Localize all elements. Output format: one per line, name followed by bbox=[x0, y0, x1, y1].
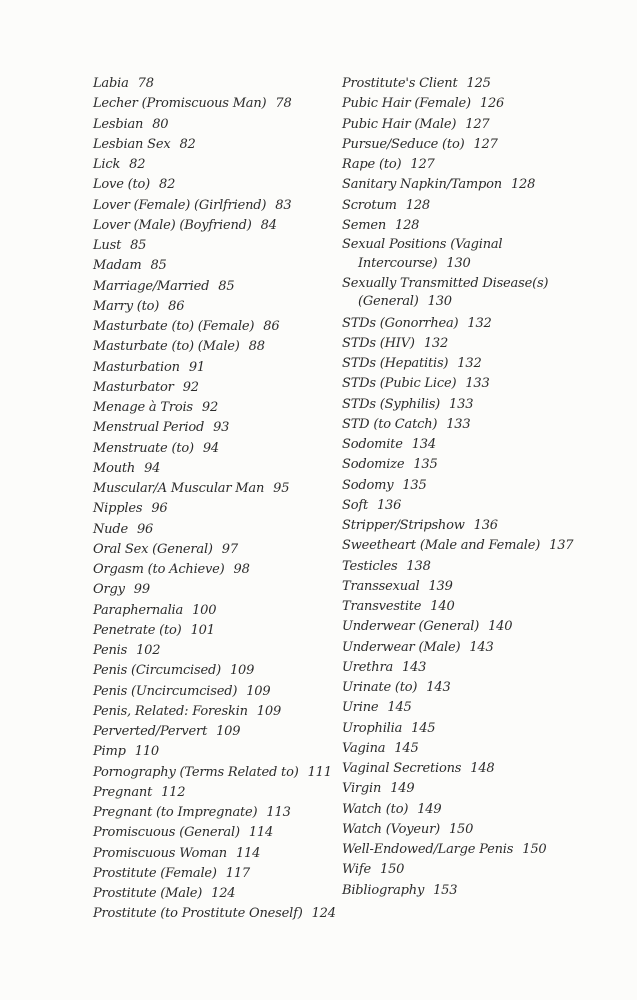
page-number: 127 bbox=[410, 157, 435, 172]
page-number: 132 bbox=[467, 315, 492, 331]
index-entry bbox=[93, 155, 333, 175]
index-term: Penis (Circumcised) bbox=[93, 663, 221, 679]
page-number: 136 bbox=[473, 518, 498, 533]
page-number: 145 bbox=[411, 720, 436, 736]
page-number: 133 bbox=[449, 396, 474, 412]
page-number: 114 bbox=[235, 845, 261, 861]
index-term-cont: (General) bbox=[358, 294, 419, 310]
page-number: 95 bbox=[273, 481, 290, 496]
page-number: 140 bbox=[488, 619, 513, 635]
index-column-left bbox=[93, 74, 336, 925]
index-term: Nipples bbox=[93, 501, 143, 517]
page-number: 135 bbox=[402, 477, 427, 493]
page-number: 124 bbox=[311, 906, 336, 922]
index-term: Urinate (to) bbox=[342, 680, 418, 695]
page-number: 128 bbox=[510, 177, 536, 193]
index-entry bbox=[342, 216, 612, 236]
page-number: 111 bbox=[307, 764, 332, 780]
index-term: Menage à Trois bbox=[93, 400, 193, 415]
index-entry bbox=[342, 354, 612, 374]
page-number: 148 bbox=[470, 761, 495, 776]
index-entry bbox=[93, 803, 333, 823]
page-number: 109 bbox=[256, 703, 282, 719]
page-number: 86 bbox=[263, 319, 280, 334]
index-term: Lover (Female) (Girlfriend) bbox=[93, 197, 267, 213]
index-entry bbox=[93, 256, 333, 276]
index-term: Pursue/Seduce (to) bbox=[342, 136, 465, 152]
page-number: 133 bbox=[465, 376, 490, 392]
index-entry bbox=[93, 74, 333, 94]
page-number: 82 bbox=[179, 136, 196, 152]
page-number: 96 bbox=[136, 521, 154, 537]
index-entry bbox=[93, 783, 333, 803]
index-entry bbox=[342, 840, 612, 860]
index-term: Semen bbox=[342, 217, 386, 233]
index-entry bbox=[342, 435, 612, 455]
page-number: 109 bbox=[246, 683, 271, 699]
page-number: 153 bbox=[433, 882, 458, 898]
page-number: 134 bbox=[411, 437, 436, 452]
index-entry bbox=[93, 682, 333, 702]
index-term: Virgin bbox=[342, 781, 382, 797]
index-entry bbox=[342, 374, 612, 394]
index-entry bbox=[342, 577, 612, 597]
page-number: 125 bbox=[466, 76, 491, 91]
index-term: Sodomy bbox=[342, 477, 394, 493]
index-term: Testicles bbox=[342, 558, 398, 574]
page-number: 83 bbox=[275, 197, 292, 213]
page-number: 145 bbox=[387, 700, 412, 716]
index-term: Paraphernalia bbox=[93, 602, 184, 618]
index-entry bbox=[342, 334, 612, 354]
index-entry bbox=[342, 860, 612, 880]
index-entry bbox=[93, 540, 333, 560]
page-number: 91 bbox=[188, 359, 205, 375]
page-number: 82 bbox=[129, 157, 146, 172]
index-term: Sweetheart (Male and Female) bbox=[342, 538, 541, 554]
page-number: 149 bbox=[417, 801, 442, 817]
index-term: Bibliography bbox=[342, 882, 425, 898]
page-number: 100 bbox=[192, 602, 217, 618]
index-term: Orgy bbox=[93, 582, 125, 598]
page-number: 78 bbox=[137, 76, 154, 91]
index-term: STDs (Syphilis) bbox=[342, 396, 441, 412]
page-number: 94 bbox=[202, 440, 220, 456]
index-term: Promiscuous Woman bbox=[93, 845, 227, 861]
index-entry bbox=[342, 94, 612, 114]
index-entry bbox=[342, 155, 612, 175]
index-term: Soft bbox=[342, 497, 368, 513]
index-term: Perverted/Pervert bbox=[93, 724, 208, 739]
index-entry bbox=[342, 395, 612, 415]
index-entry bbox=[93, 580, 333, 600]
index-entry bbox=[93, 175, 333, 195]
index-entry bbox=[93, 439, 333, 459]
index-term: STDs (Gonorrhea) bbox=[342, 315, 459, 331]
page-number: 85 bbox=[150, 258, 167, 274]
page-number: 137 bbox=[549, 538, 574, 554]
index-term-cont: Intercourse) bbox=[358, 255, 438, 271]
index-term: Urine bbox=[342, 700, 379, 716]
index-entry bbox=[93, 459, 333, 479]
page-number: 117 bbox=[225, 865, 250, 881]
page-number: 143 bbox=[426, 680, 451, 695]
index-entry bbox=[93, 196, 333, 216]
page-number: 145 bbox=[394, 740, 419, 756]
index-term: Pimp bbox=[93, 744, 126, 760]
index-term: Pregnant (to Impregnate) bbox=[93, 805, 258, 820]
index-entry bbox=[342, 496, 612, 516]
index-term: Masturbate (to) (Female) bbox=[93, 319, 255, 334]
index-entry bbox=[93, 722, 333, 742]
page-number: 124 bbox=[211, 886, 236, 901]
index-term: Wife bbox=[342, 862, 371, 878]
index-entry bbox=[93, 499, 333, 519]
index-term: Menstrual Period bbox=[93, 420, 205, 436]
index-term: Lecher (Promiscuous Man) bbox=[93, 96, 267, 112]
page-number: 113 bbox=[266, 805, 291, 820]
index-entry bbox=[342, 617, 612, 637]
index-entry bbox=[93, 358, 333, 378]
page-number: 140 bbox=[430, 599, 455, 614]
page-number: 150 bbox=[448, 821, 474, 837]
index-entry bbox=[342, 638, 612, 658]
page-number: 138 bbox=[406, 558, 431, 574]
index-entry bbox=[342, 779, 612, 799]
index-term: Vaginal Secretions bbox=[342, 761, 462, 776]
index-term: Transsexual bbox=[342, 578, 420, 594]
index-term: Well-Endowed/Large Penis bbox=[342, 842, 514, 857]
index-term: Scrotum bbox=[342, 197, 397, 213]
index-entry bbox=[342, 881, 612, 901]
index-entry bbox=[342, 415, 612, 435]
index-entry bbox=[342, 275, 612, 312]
index-column-right bbox=[342, 74, 612, 901]
index-term: Marry (to) bbox=[93, 298, 160, 314]
index-term: Sexually Transmitted Disease(s) bbox=[342, 275, 549, 291]
index-entry bbox=[342, 196, 612, 216]
index-entry bbox=[93, 823, 333, 843]
index-entry bbox=[342, 820, 612, 840]
page-number: 112 bbox=[161, 784, 186, 800]
index-entry bbox=[93, 135, 333, 155]
index-entry bbox=[342, 236, 612, 273]
index-term: Nude bbox=[93, 521, 128, 537]
page-number: 127 bbox=[465, 116, 490, 132]
index-entry bbox=[342, 719, 612, 739]
page-number: 96 bbox=[151, 501, 168, 517]
page-number: 85 bbox=[218, 278, 235, 294]
index-entry bbox=[93, 621, 333, 641]
index-term: Sodomite bbox=[342, 437, 403, 452]
index-entry bbox=[93, 378, 333, 398]
index-entry bbox=[93, 479, 333, 499]
page-number: 130 bbox=[446, 255, 471, 271]
page-number: 135 bbox=[413, 457, 438, 473]
index-entry bbox=[93, 520, 333, 540]
page-number: 85 bbox=[130, 238, 147, 253]
page-number: 86 bbox=[168, 298, 185, 314]
index-entry bbox=[342, 698, 612, 718]
index-entry bbox=[342, 516, 612, 536]
index-term: Penis (Uncircumcised) bbox=[93, 683, 238, 699]
page-number: 102 bbox=[136, 643, 161, 658]
index-term: Mouth bbox=[93, 460, 136, 476]
page-number: 149 bbox=[390, 781, 415, 797]
index-term: Vagina bbox=[342, 740, 386, 756]
index-entry bbox=[342, 74, 612, 94]
page-number: 143 bbox=[402, 659, 427, 675]
index-entry bbox=[342, 557, 612, 577]
index-term: Oral Sex (General) bbox=[93, 541, 213, 557]
index-entry bbox=[342, 739, 612, 759]
index-term: Pornography (Terms Related to) bbox=[93, 764, 299, 780]
page-number: 150 bbox=[380, 862, 405, 878]
index-term: Penetrate (to) bbox=[93, 622, 182, 638]
index-entry bbox=[93, 601, 333, 621]
index-term: Sexual Positions (Vaginal bbox=[342, 237, 503, 252]
index-entry bbox=[93, 844, 333, 864]
page-number: 128 bbox=[395, 217, 420, 233]
page-number: 132 bbox=[423, 335, 449, 351]
page-number: 94 bbox=[144, 460, 161, 476]
index-entry bbox=[342, 597, 612, 617]
page-number: 143 bbox=[469, 639, 494, 655]
index-entry bbox=[342, 115, 612, 135]
page-number: 99 bbox=[133, 582, 150, 598]
page-number: 139 bbox=[428, 578, 453, 594]
page-number: 130 bbox=[427, 294, 452, 310]
index-entry bbox=[93, 661, 333, 681]
page-number: 78 bbox=[275, 96, 292, 112]
page-number: 92 bbox=[201, 400, 219, 415]
page-number: 136 bbox=[376, 497, 402, 513]
index-entry bbox=[93, 864, 333, 884]
index-entry bbox=[93, 641, 333, 661]
page-number: 101 bbox=[190, 622, 215, 638]
index-entry bbox=[93, 418, 333, 438]
page-number: 84 bbox=[260, 217, 277, 233]
index-term: Madam bbox=[93, 258, 142, 274]
page-number: 109 bbox=[229, 663, 255, 679]
index-entry bbox=[342, 314, 612, 334]
index-entry bbox=[342, 476, 612, 496]
index-term: Urethra bbox=[342, 659, 394, 675]
index-entry bbox=[93, 742, 333, 762]
page-number: 88 bbox=[248, 339, 265, 355]
index-term: Watch (to) bbox=[342, 801, 409, 817]
page-number: 114 bbox=[248, 825, 274, 841]
index-entry bbox=[342, 759, 612, 779]
index-term: Orgasm (to Achieve) bbox=[93, 562, 225, 577]
index-term: Labia bbox=[93, 76, 129, 91]
index-entry bbox=[93, 560, 333, 580]
index-entry bbox=[93, 884, 333, 904]
index-term: Penis bbox=[93, 643, 128, 658]
index-term: STDs (Hepatitis) bbox=[342, 356, 449, 371]
index-entry bbox=[93, 115, 333, 135]
index-term: Prostitute (Female) bbox=[93, 865, 217, 881]
index-term: Menstruate (to) bbox=[93, 440, 194, 456]
index-term: Underwear (Male) bbox=[342, 639, 461, 655]
index-entry bbox=[93, 317, 333, 337]
index-term: Watch (Voyeur) bbox=[342, 821, 440, 837]
index-term: Lover (Male) (Boyfriend) bbox=[93, 217, 252, 233]
index-entry bbox=[93, 94, 333, 114]
index-term: Masturbate (to) (Male) bbox=[93, 339, 240, 355]
index-term: Sanitary Napkin/Tampon bbox=[342, 177, 502, 193]
index-entry bbox=[93, 277, 333, 297]
index-term: Love (to) bbox=[93, 177, 151, 193]
index-term: Lesbian Sex bbox=[93, 136, 171, 152]
index-term: Underwear (General) bbox=[342, 619, 480, 635]
index-term: Urophilia bbox=[342, 720, 403, 736]
page-number: 98 bbox=[233, 562, 250, 577]
index-entry bbox=[342, 455, 612, 475]
index-term: Masturbator bbox=[93, 379, 174, 395]
index-entry bbox=[93, 763, 333, 783]
index-term-continued bbox=[342, 255, 612, 274]
index-entry bbox=[342, 658, 612, 678]
index-term: Promiscuous (General) bbox=[93, 825, 240, 841]
page-number: 132 bbox=[457, 356, 482, 371]
index-term: Prostitute (to Prostitute Oneself) bbox=[93, 906, 303, 922]
index-entry bbox=[93, 337, 333, 357]
index-entry bbox=[93, 236, 333, 256]
index-entry bbox=[93, 216, 333, 236]
index-term: Prostitute's Client bbox=[342, 76, 458, 91]
page-number: 128 bbox=[405, 197, 430, 213]
index-entry bbox=[342, 536, 612, 556]
index-entry bbox=[342, 175, 612, 195]
index-term: STDs (Pubic Lice) bbox=[342, 376, 457, 392]
page-number: 97 bbox=[221, 541, 238, 557]
index-term: Stripper/Stripshow bbox=[342, 518, 465, 533]
index-term: Lust bbox=[93, 238, 122, 253]
index-term: Masturbation bbox=[93, 359, 180, 375]
index-entry bbox=[342, 678, 612, 698]
index-term: Pregnant bbox=[93, 784, 153, 800]
index-entry bbox=[342, 135, 612, 155]
index-term: Lesbian bbox=[93, 116, 144, 132]
page-number: 82 bbox=[159, 177, 176, 193]
page-number: 127 bbox=[473, 136, 498, 152]
index-term: Sodomize bbox=[342, 457, 405, 473]
index-term: STD (to Catch) bbox=[342, 416, 438, 432]
page-number: 92 bbox=[182, 379, 199, 395]
index-term: Prostitute (Male) bbox=[93, 886, 203, 901]
page-number: 110 bbox=[134, 744, 159, 760]
index-term: Marriage/Married bbox=[93, 278, 210, 294]
index-term: Rape (to) bbox=[342, 157, 402, 172]
page-number: 80 bbox=[152, 116, 169, 132]
page-number: 150 bbox=[522, 842, 547, 857]
index-entry bbox=[93, 904, 336, 924]
index-term: STDs (HIV) bbox=[342, 335, 415, 351]
index-term: Lick bbox=[93, 157, 121, 172]
index-term: Pubic Hair (Male) bbox=[342, 116, 457, 132]
index-term: Muscular/A Muscular Man bbox=[93, 481, 265, 496]
index-entry bbox=[93, 702, 333, 722]
index-entry bbox=[93, 297, 333, 317]
index-term-continued bbox=[342, 293, 612, 312]
index-entry bbox=[93, 398, 333, 418]
page-number: 126 bbox=[479, 96, 505, 112]
index-term: Pubic Hair (Female) bbox=[342, 96, 471, 112]
index-entry bbox=[342, 800, 612, 820]
page-number: 133 bbox=[446, 416, 471, 432]
index-term: Penis, Related: Foreskin bbox=[93, 703, 248, 719]
index-term: Transvestite bbox=[342, 599, 422, 614]
page-number: 93 bbox=[213, 420, 230, 436]
page-number: 109 bbox=[216, 724, 241, 739]
